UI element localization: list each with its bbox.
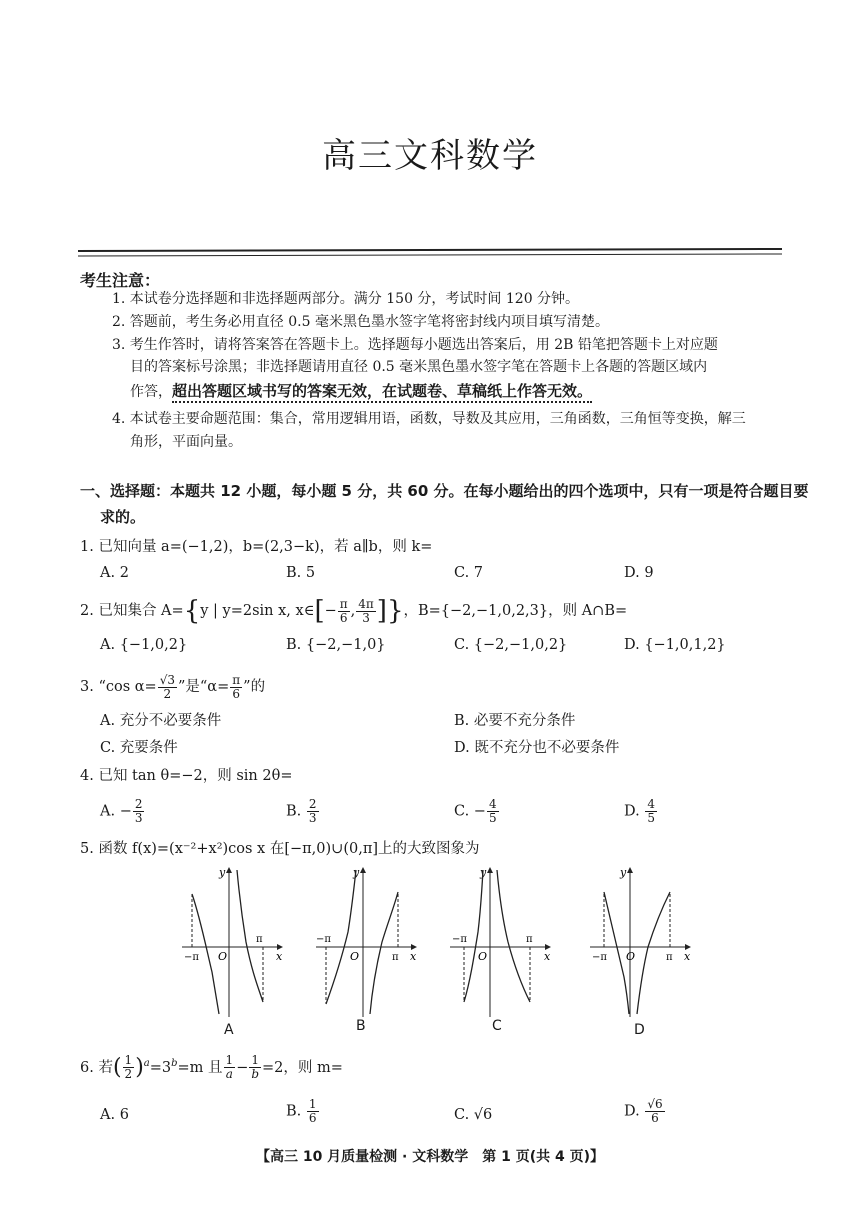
q1-option-b: B. 5 (286, 565, 316, 581)
q3-frac-sqrt3: $\frac{√3}{2}$ (159, 672, 175, 701)
pi-label: π (392, 952, 399, 963)
neg-pi-label: −π (184, 952, 199, 963)
q6-exp-a: a (143, 1058, 150, 1069)
q6-option-b: B. $\frac{1}{6}$ (286, 1097, 317, 1125)
question-3-stem (80, 672, 265, 702)
q4-option-a: A. − $\frac{2}{3}$ (100, 797, 143, 825)
q2-upper-bound: $\frac{4\pi}{3}$ (358, 596, 374, 625)
q3-stem-c: ”的 (243, 679, 266, 695)
q3-stem-b: ”是“α= (177, 679, 230, 695)
q6-stem-a: 6. 若 (80, 1059, 113, 1076)
x-axis-label: x (684, 950, 691, 963)
q5-graph-b (312, 862, 422, 1022)
bracket-close: ] (376, 596, 387, 626)
origin-label: O (626, 950, 636, 963)
q6-stem-d: =2，则 m= (262, 1059, 343, 1076)
y-axis-label: y (353, 866, 360, 879)
graph-label-a: A (224, 1022, 234, 1038)
origin-label: O (350, 950, 360, 963)
notice-item-2: 2. 答题前，考生务必用直径 0.5 毫米黑色墨水签字笔将密封线内项目填写清楚。 (112, 314, 609, 330)
q2-option-b: B. {−2,−1,0} (286, 637, 386, 653)
pi-label: π (666, 952, 673, 963)
question-2-stem: 2. 已知集合 A={y | y=2sin x, x∈[− $\frac{\pi}{6}$ , $\frac{4\pi}{3}$ ]}，B={−2,−1,0,2,3}，则 A∩B= (80, 596, 628, 626)
q5-graph-c (446, 862, 556, 1022)
notice-item-4: 4. 本试卷主要命题范围：集合，常用逻辑用语，函数，导数及其应用，三角函数，三角恒等变换，解三 (112, 411, 746, 427)
y-axis-label: y (480, 866, 487, 879)
y-axis-label: y (620, 866, 627, 879)
origin-label: O (218, 950, 228, 963)
question-6-stem: 6. 若( $\frac{1}{2}$ )$^a=3^b=m$ 且 $\frac{1}{a}$ − $\frac{1}{b}$ =2，则 m= (80, 1053, 343, 1082)
q5-graph-d (586, 862, 696, 1022)
notice-item-3-end (130, 380, 592, 403)
notice-item-3-cont: 目的答案标号涂黑；非选择题请用直径 0.5 毫米黑色墨水签字笔在答题卡上各题的答题区域内 (130, 359, 708, 375)
q6-frac-1a: $\frac{1}{a}$ (225, 1053, 234, 1082)
brace-close: } (386, 596, 404, 626)
notice-item-3: 3. 考生作答时，请将答案答在答题卡上。选择题每小题选出答案后，用 2B 铅笔把答题卡上对应题 (112, 337, 718, 353)
q6-exp-b: b (171, 1058, 178, 1069)
q2-stem-a: 2. 已知集合 A= (80, 603, 184, 619)
x-axis-label: x (410, 950, 417, 963)
neg-pi-label: −π (452, 934, 467, 945)
q6-option-c: C. √6 (454, 1107, 493, 1123)
q4-option-d: D. $\frac{4}{5}$ (624, 797, 655, 825)
q6-option-d: D. $\frac{√6}{6}$ (624, 1097, 663, 1125)
header-divider (78, 248, 782, 258)
q6-frac-1b: $\frac{1}{b}$ (251, 1053, 260, 1082)
q1-option-c: C. 7 (454, 565, 484, 581)
q5-graph-a (178, 862, 288, 1022)
q2-lower-bound: $\frac{\pi}{6}$ (339, 596, 348, 625)
question-1-stem: 1. 已知向量 a=(−1,2)，b=(2,3−k)，若 a∥b，则 k= (80, 539, 433, 555)
x-axis-label: x (544, 950, 551, 963)
q1-option-d: D. 9 (624, 565, 654, 581)
neg-pi-label: −π (592, 952, 607, 963)
q1-option-a: A. 2 (100, 565, 129, 581)
origin-label: O (478, 950, 488, 963)
q2-stem-b: ，B={−2,−1,0,2,3}，则 A∩B= (403, 603, 628, 619)
q2-set-inner: y | y=2sin x, x∈ (200, 603, 315, 619)
notice-emphasis: 超出答题区域书写的答案无效，在试题卷、草稿纸上作答无效。 (172, 382, 592, 403)
question-5-stem: 5. 函数 f(x)=(x⁻²+x²)cos x 在[−π,0)∪(0,π]上的大致图象为 (80, 841, 480, 857)
page-title: 高三文科数学 (322, 136, 538, 176)
section-heading: 一、选择题：本题共 12 小题，每小题 5 分，共 60 分。在每小题给出的四个选项中，只有一项是符合题目要 (80, 482, 809, 500)
notice-heading: 考生注意： (80, 271, 161, 290)
notice-item-1: 1. 本试卷分选择题和非选择题两部分。满分 150 分，考试时间 120 分钟。 (112, 291, 580, 307)
notice-item-3-tail: 作答， (130, 384, 172, 400)
q2-option-c: C. {−2,−1,0,2} (454, 637, 568, 653)
q3-option-d: D. 既不充分也不必要条件 (454, 740, 620, 756)
q3-frac-pi6: $\frac{\pi}{6}$ (232, 672, 241, 701)
graph-label-d: D (634, 1022, 645, 1038)
pi-label: π (526, 934, 533, 945)
pi-label: π (256, 934, 263, 945)
section-heading-cont: 求的。 (100, 508, 146, 526)
q4-option-b: B. $\frac{2}{3}$ (286, 797, 317, 825)
q4-option-c: C. − $\frac{4}{5}$ (454, 797, 497, 825)
q2-option-d: D. {−1,0,1,2} (624, 637, 726, 653)
question-4-stem: 4. 已知 tan θ=−2，则 sin 2θ= (80, 768, 293, 784)
q3-option-c: C. 充要条件 (100, 740, 178, 756)
graph-label-b: B (356, 1018, 366, 1034)
q6-half: $\frac{1}{2}$ (124, 1053, 133, 1082)
q3-option-a: A. 充分不必要条件 (100, 713, 222, 729)
neg-pi-label: −π (316, 934, 331, 945)
page-footer: 【高三 10 月质量检测 · 文科数学 第 1 页(共 4 页)】 (255, 1149, 605, 1165)
q3-stem-a: 3. “cos α= (80, 679, 157, 695)
y-axis-label: y (219, 866, 226, 879)
graph-label-c: C (492, 1018, 502, 1034)
x-axis-label: x (276, 950, 283, 963)
q6-stem-c: =m 且 (177, 1059, 223, 1076)
q6-stem-b: =3 (149, 1059, 172, 1076)
notice-item-4-cont: 角形，平面向量。 (130, 434, 242, 450)
q2-option-a: A. {−1,0,2} (100, 637, 188, 653)
brace-open: { (183, 596, 201, 626)
bracket-open: [ (314, 596, 325, 626)
q6-option-a: A. 6 (100, 1107, 129, 1123)
q3-option-b: B. 必要不充分条件 (454, 713, 576, 729)
